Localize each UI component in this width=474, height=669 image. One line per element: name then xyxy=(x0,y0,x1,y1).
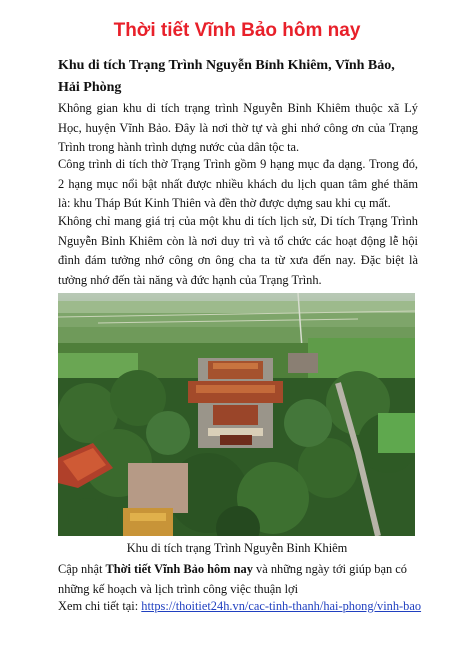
update-notice xyxy=(58,560,418,599)
detail-link[interactable]: https://thoitiet24h.vn/cac-tinh-thanh/hai-phong/vinh-bao xyxy=(141,599,422,613)
page-title: Thời tiết Vĩnh Bảo hôm nay xyxy=(113,20,361,41)
image-caption: Khu di tích trạng Trình Nguyễn Bỉnh Khiêm xyxy=(126,541,348,555)
paragraph-structure: Công trình di tích thờ Trạng Trình gồm 9 hạng mục đa dạng. Trong đó, 2 hạng mục nổi bật nhất được nhiều khách du lịch quan tâm ghé thăm là: khu Tháp Bút Kinh Thiên và đền thờ được dựng sau khi cụ mất. xyxy=(58,157,418,210)
update-suffix: và những ngày tới giúp bạn có những kế hoạch và lịch trình công việc thuận lợi xyxy=(58,562,407,596)
aerial-photo-illustration xyxy=(58,293,415,536)
update-bold-keyword: Thời tiết Vĩnh Bảo hôm nay xyxy=(105,562,253,576)
section-heading: Khu di tích Trạng Trình Nguyễn Bỉnh Khiêm, Vĩnh Bảo, Hải Phòng xyxy=(58,58,395,95)
detail-label: Xem chi tiết tại: xyxy=(58,599,142,613)
paragraph-location: Không gian khu di tích trạng trình Nguyễn Bỉnh Khiêm thuộc xã Lý Học, huyện Vĩnh Bảo. Đây là nơi thờ tự và ghi nhớ công ơn của Trạng Trình trong hành trình dựng nước của dân tộc ta. xyxy=(58,101,418,154)
paragraph-significance: Không chỉ mang giá trị của một khu di tích lịch sử, Di tích Trạng Trình Nguyễn Bỉnh Khiêm còn là nơi duy trì và tổ chức các hoạt động lễ hội đình đám tưởng nhớ công ơn ông cha ta từ xưa đến nay. Đặc biệt là tưởng nhớ đến tài năng và đức hạnh của Trạng Trình. xyxy=(58,214,418,287)
detail-link-line xyxy=(58,597,438,617)
update-prefix: Cập nhật xyxy=(58,562,106,576)
aerial-photo-temple xyxy=(58,293,415,536)
